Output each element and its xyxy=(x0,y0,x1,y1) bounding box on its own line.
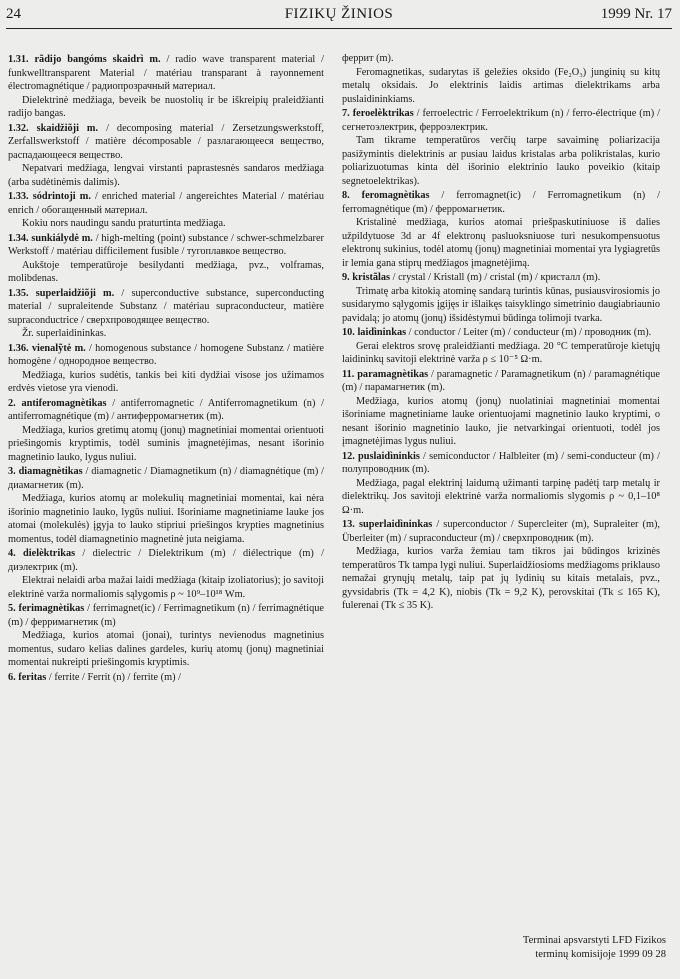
definition-text: Medžiaga, pagal elektrinį laidumą užimanti tarpinę padėtį tarp metalų ir dielektrikų. Jos savitoji elektrinė varža normaliomis slygomis ρ ~ 0,1–10⁸ Ω·m. xyxy=(342,477,660,516)
term-headword: 1.33. sódrintoji m. xyxy=(8,191,91,202)
definition-text: Medžiaga, kurios atomų ar molekulių magnetiniai momentai, kai nėra išorinio magnetinio lauko, lygūs nuliui. Išoriniame magnetiniame lauke jos atomai (molekulės) įgyja to lauko stipriui priešingos krypties magnetinius momentus, todėl diamagnetinio magnetinė juta neigiama. xyxy=(8,493,324,545)
term-headword: 13. superlaidìninkas xyxy=(342,519,433,530)
term-translations: / enriched material / angereichtes Material / matériau enrich / обогащенный материал. xyxy=(8,191,324,216)
term-entry xyxy=(8,547,324,574)
term-translations: / antiferromagnetic / Antiferromagnetikum (n) / antiferromagnétique (m) / антиферромагнетик (m). xyxy=(8,397,324,422)
term-translations: / superconductive substance, superconducting material / supraleitende Substanz / matériau supraconducteur, matière supraconductrice / сверхпроводящее вещество. xyxy=(8,287,325,326)
term-translations: / ferromagnet(ic) / Ferromagnetikum (n) / ferromagnétique (m) / ферромагнетик. xyxy=(342,190,660,215)
term-headword: 11. paramagnètikas xyxy=(342,368,429,380)
continued-text: феррит (m). xyxy=(342,53,394,64)
right-column xyxy=(342,52,660,613)
term-headword: 1.31. rãdijo bangóms skaidrì m. xyxy=(8,54,161,65)
term-translations: / homogenous substance / homogene Substanz / matière homogène / однородное вещество. xyxy=(8,342,324,367)
term-translations: / ferroelectric / Ferroelektrikum (n) / ferro-électrique (m) / сегнетоэлектрик, ферроэлектрик. xyxy=(342,108,660,133)
term-entry xyxy=(342,326,660,340)
term-headword: 8. feromagnètikas xyxy=(342,190,430,201)
term-translations: / high-melting (point) substance / schwer-schmelzbarer Werkstoff / matériau difficilement fusible / тугоплавкое вещество. xyxy=(8,232,324,257)
definition-text: Medžiaga, kurios sudėtis, tankis bei kiti dydžiai visose jos užimamos erdvės vietose yra vienodi. xyxy=(8,369,324,394)
definition-text: Medžiaga, kurios atomai (jonai), turintys nevienodus magnetinius momentus, sudaro kelias dalines gardeles, kurių atomų (jonų) magnetiniai momentai nukreipti priešingomis kryptimis. xyxy=(8,630,324,668)
term-translations: / semiconductor / Halbleiter (m) / semi-conducteur (m) / полупроводник (m). xyxy=(342,450,660,475)
term-headword: 2. antiferomagnètikas xyxy=(8,397,107,409)
page-header xyxy=(6,4,672,28)
definition-text: Trimatę arba kitokią atominę sandarą turintis kūnas, pusiausvirosiomis jo susidarymo sąlygomis įgijęs ir išlaikęs taisyklingo simetrinio daugiabriaunio pavidalą; jo atomų (jonų) išsidėstymui būdinga tolimoji tvarka. xyxy=(342,285,660,324)
term-entry xyxy=(8,287,324,328)
term-entry xyxy=(8,671,324,685)
definition-text: Tam tikrame temperatūros verčių tarpe savaiminę poliarizacija pasižymintis dielektrinis ar pusiau laidus kristalas arba polikristalas, kurio poliarizuotumas kinta dėl išorinio elektrinio lauko poveikio (kitaip segnetoelektrikas). xyxy=(342,135,660,187)
term-entry xyxy=(342,189,660,216)
term-translations: / conductor / Leiter (m) / conducteur (m) / проводник (m). xyxy=(406,327,652,338)
term-entry xyxy=(342,271,660,285)
footer-line-1: Terminai apsvarstyti LFD Fizikos xyxy=(522,935,666,946)
term-entry xyxy=(342,368,660,395)
term-entry xyxy=(8,232,324,259)
left-column xyxy=(8,52,324,684)
term-translations: / superconductor / Supercleiter (m), Supraleiter (m), Überleiter (m) / supraconducteur (m) / сверхпроводник (m). xyxy=(342,519,660,544)
header-rule xyxy=(6,28,672,29)
definition-text: Gerai elektros srovę praleidžianti medžiaga. 20 °C temperatūroje kietųjų laidininkų savitoji elektrinė varža ρ ≤ 10⁻⁵ Ω·m. xyxy=(342,340,660,365)
definition-text: Feromagnetikas, sudarytas iš geležies oksido (Fe₂O₃) junginių su kitų metalų oksidais. Jo elektrinis laidis artimas dielektrikams arba puslaidininkiams. xyxy=(342,66,660,105)
term-headword: 10. laidìninkas xyxy=(342,327,407,338)
term-translations: / diamagnetic / Diamagnetikum (n) / diamagnétique (m) / диамагнетик (m). xyxy=(8,466,324,491)
footer-line-2: terminų komisijoje 1999 09 28 xyxy=(535,948,666,960)
term-entry xyxy=(342,518,660,545)
term-headword: 1.32. skaidžiõji m. xyxy=(8,122,99,134)
term-translations: / ferrimagnet(ic) / Ferrimagnetikum (n) / ferrimagnétique (m) / ферримагнетик (m) xyxy=(8,603,324,628)
journal-title: FIZIKŲ ŽINIOS xyxy=(284,6,394,22)
definition-text: Medžiaga, kurios gretimų atomų (jonų) magnetiniai momentai orientuoti priešingomis kryptimis, todėl suminis įmagnetėjimas, nesant išorinio magnetinio lauko, lygus nuliui. xyxy=(8,424,324,463)
term-entry xyxy=(8,122,324,163)
term-entry xyxy=(8,342,324,369)
definition-text: Žr. superlaidininkas. xyxy=(22,328,107,339)
term-headword: 1.34. sunkiálydė m. xyxy=(8,232,93,244)
definition-text: Kokiu nors naudingu sandu praturtinta medžiaga. xyxy=(22,218,226,229)
term-entry xyxy=(8,465,324,492)
definition-text: Nepatvari medžiaga, lengvai virstanti paprastesnės sandaros medžiaga (arba sudėtinėmis dalimis). xyxy=(8,163,324,188)
term-entry xyxy=(8,602,324,629)
term-translations: / paramagnetic / Paramagnetikum (n) / paramagnétique (m) / парамагнетик (m). xyxy=(342,368,660,393)
term-entry xyxy=(8,53,324,94)
term-headword: 12. puslaidìninkis xyxy=(342,450,420,462)
term-headword: 9. kristãlas xyxy=(342,272,391,283)
term-headword: 3. diamagnètikas xyxy=(8,466,83,477)
definition-text: Medžiaga, kurios atomų (jonų) nuolatiniai magnetiniai momentai išoriniame magnetiniame lauke orientuojami magnetinio lauko kryptimi, o nesant išorinio magnetinio lauko, jie netvarkingai orientuoti, todėl jos įmagnetėjimas lygus nuliui. xyxy=(342,395,660,447)
term-headword: 5. ferimagnètikas xyxy=(8,603,85,614)
definition-text: Elektrai nelaidi arba mažai laidi medžiaga (kitaip izoliatorius); jo savitoji elektrinė varža normaliomis sąlygomis ρ ~ 10⁹–10¹⁸ Wm. xyxy=(8,575,324,600)
definition-text: Dielektrinė medžiaga, beveik be nuostolių ir be iškreipių praleidžianti radijo bangas. xyxy=(8,94,324,119)
term-entry xyxy=(342,450,660,477)
term-translations: / radio wave transparent material / funkwelltransparent Material / matériau transparant à rayonnement électromagnétique / радиопрозрачный материал. xyxy=(8,54,324,92)
footer-note xyxy=(436,934,666,961)
term-entry xyxy=(342,107,660,134)
term-headword: 1.36. vienalỹtė m. xyxy=(8,342,86,354)
term-entry xyxy=(8,190,324,217)
term-translations: / crystal / Kristall (m) / cristal (m) / кристалл (m). xyxy=(390,272,601,283)
term-headword: 7. feroelèktrikas xyxy=(342,108,414,119)
definition-text: Aukštoje temperatūroje besilydanti medžiaga, pvz., volframas, molibdenas. xyxy=(8,259,324,284)
term-headword: 4. dielèktrikas xyxy=(8,548,76,559)
term-headword: 1.35. superlaidžiõji m. xyxy=(8,287,115,299)
term-entry xyxy=(8,397,324,424)
term-headword: 6. feritas xyxy=(8,671,47,683)
term-translations: / dielectric / Dielektrikum (m) / diélectrique (m) / диэлектрик (m). xyxy=(8,548,324,573)
definition-text: Medžiaga, kurios varža žemiau tam tikros jai būdingos krizinės temperatūros Tk tampa lygi nuliui. Superlaidžiosioms medžiagoms priklauso nemažai grynųjų metalų, taip pat jų lydinių su kitais metalais, pvz., gyvsidabris (Tk = 4,2 K), niobis (Tk = 9,2 K), perovskitai (Tk ≤ 165 K), fulerenai (Tk ≤ 35 K). xyxy=(342,546,660,611)
definition-text: Kristalinė medžiaga, kurios atomai priešpaskutiniuose iš dalies užpildytuose 3d ar 4f elektronų pasluoksniuose turi nesukompensuotus elektronų sukinius, todėl atomų (jonų) magnetiniai momentai yra lygiagretūs ir lemia gana stiprų medžiagos įmagnetėjimą. xyxy=(342,217,660,269)
term-translations: / ferrite / Ferrit (n) / ferrite (m) / xyxy=(46,671,181,683)
page-number: 24 xyxy=(6,6,21,22)
issue-label: 1999 Nr. 17 xyxy=(600,6,672,22)
term-translations: / decomposing material / Zersetzungswerkstoff, Zerfallswerkstoff / matière décomposable / разлагающееся вещество, распадающееся вещество. xyxy=(8,122,324,161)
